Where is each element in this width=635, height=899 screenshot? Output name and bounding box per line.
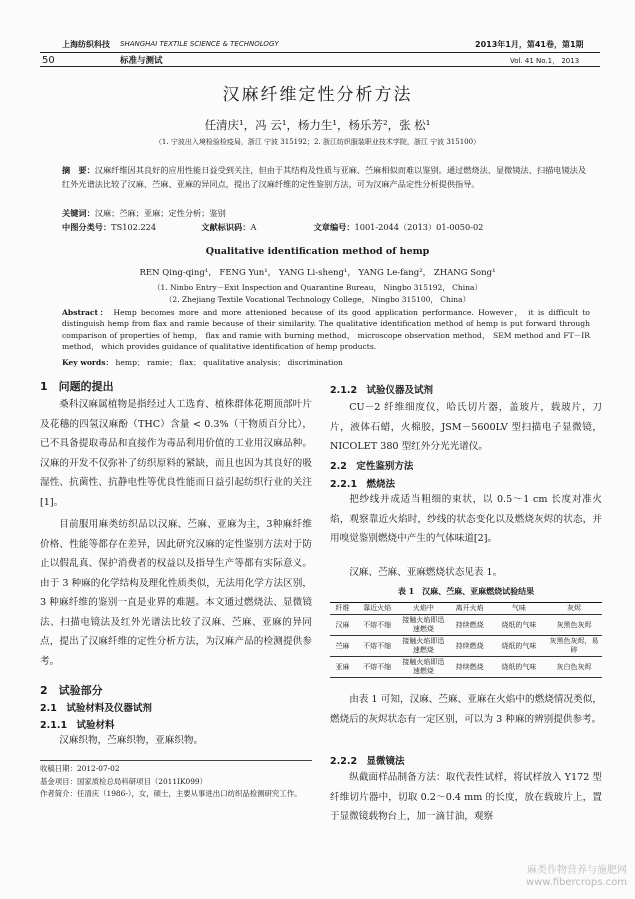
watermark-line-1: 麻类作物营养与施肥网 [527,865,627,876]
english-affiliation-2: （2. Zhejiang Textile Vocational Technology College， Ningbo 315100， China） [164,295,471,304]
section-1-paragraph-1: 桑科汉麻属植物是指经过人工选育、植株群体花期顶部叶片及花穗的四氢汉麻酚（THC）含量 < 0.3%（干物质百分比），已不具备提取毒品和直接作为毒品利用价值的工业用汉麻品种。汉麻的开发不仅弥补了纺织原料的紧缺，而且也因为其良好的吸湿性、抗菌性、抗静电性等优良性能而日益引起纺织行业的关注[1]。 [40,399,312,508]
table-header-cell: 离开火焰 [447,603,491,615]
received-date: 收稿日期：2012-07-02 [40,764,120,773]
keywords-cn-text: 汉麻；苎麻；亚麻；定性分析；鉴别 [94,208,226,218]
section-2-1-heading: 2.1 试验材料及仪器试剂 [40,703,152,714]
table-cell: 接触火焰即迅速燃烧 [399,657,447,678]
table-cell: 烧纸的气味 [492,615,546,636]
english-keywords-label: Key words： [62,358,114,367]
footnote-rule [40,760,312,761]
journal-name-cn: 上海纺织科技 [62,40,110,49]
microscope-method-paragraph: 纵截面样品制备方法：取代表性试样，将试样放入 Y172 型纤维切片器中，切取 0.2～0.4 mm 的长度，放在载玻片上，置于显微镜载物台上，加一滴甘油，观察 [330,772,602,822]
table-reference-paragraph: 汉麻、苎麻、亚麻燃烧状态见表 1。 [349,567,503,578]
paper-title: 汉麻纤维定性分析方法 [222,85,413,105]
doc-code-label: 文献标识码： [201,222,251,232]
table-cell: 灰黑色灰烬 [546,615,602,636]
doc-code-value: A [250,222,257,232]
english-affiliation-1: （1. Ninbo Entry－Exit Inspection and Quarantine Bureau， Ningbo 315192， China） [153,283,482,292]
issue-info-en: Vol. 41 No.1， 2013 [510,57,580,65]
table-cell: 不熔不缩 [355,615,399,636]
table-cell: 不熔不缩 [355,657,399,678]
page-number: 50 [42,55,55,66]
table-cell: 烧纸的气味 [492,636,546,657]
table-header-cell: 纤维 [330,603,355,615]
table-cell: 不熔不缩 [355,636,399,657]
header-rule [40,52,600,53]
table-row [330,636,602,657]
issue-info-cn: 2013年1月，第41卷，第1期 [475,40,584,49]
table-cell: 苎麻 [330,636,355,657]
table-row [330,657,602,678]
materials-paragraph: 汉麻织物，苎麻织物，亚麻织物。 [59,735,204,746]
section-2-1-1-heading: 2.1.1 试验材料 [40,720,115,731]
keywords-cn [62,208,226,219]
table-cell: 灰黑色灰烬，易碎 [546,636,602,657]
journal-name-en: SHANGHAI TEXTILE SCIENCE & TECHNOLOGY [120,40,279,48]
clc-label: 中图分类号： [62,222,112,232]
section-2-2-1-heading: 2.2.1 燃烧法 [330,479,396,490]
affiliations: （1. 宁波出入境检验检疫局，浙江 宁波 315192；2. 浙江纺织服装职业技术学院，浙江 宁波 315100） [154,138,481,146]
section-2-2-2-heading: 2.2.2 显微镜法 [330,756,405,767]
article-no-value: 1001-2044（2013）01-0050-02 [354,222,484,232]
section-2-2-heading: 2.2 定性鉴别方法 [330,461,414,472]
table-discussion-paragraph: 由表 1 可知，汉麻、苎麻、亚麻在火焰中的燃烧情况类似，燃烧后的灰烬状态有一定区别，可以为 3 种麻的辨别提供参考。 [330,694,602,725]
table-cell: 接触火焰即迅速燃烧 [399,636,447,657]
english-abstract [62,307,590,353]
section-2-heading: 2 试验部分 [40,684,103,697]
keywords-cn-label: 关键词： [62,208,95,218]
abstract-cn-label: 摘 要： [62,165,95,175]
table-cell: 汉麻 [330,615,355,636]
abstract-cn-text: 汉麻纤维因其良好的应用性能日益受到关注，但由于其结构及性质与亚麻、苎麻相似而难以鉴别。通过燃烧法、显微镜法、扫描电镜法及红外光谱法比较了汉麻、苎麻、亚麻的异同点，提出了汉麻纤维的定性鉴别方法，可为汉麻产品定性分析提供指导。 [62,165,587,189]
english-title: Qualitative identification method of hemp [205,246,430,257]
watermark-line-2: www.fibercrops.com [525,877,627,888]
table-header-cell: 火焰中 [399,603,447,615]
classification-line [62,222,483,233]
section-label: 标准与测试 [120,56,163,66]
table-header-row [330,603,602,615]
table-caption: 表 1 汉麻、苎麻、亚麻燃烧试验结果 [397,586,535,596]
table-header-cell: 靠近火焰 [355,603,399,615]
burning-results-table [330,602,602,678]
article-no-label: 文章编号： [313,222,355,232]
english-authors: REN Qing-qing¹， FENG Yun¹， YANG Li-sheng¹， YANG Le-fang²， ZHANG Song¹ [139,268,496,278]
site-watermark [526,865,627,889]
table-cell: 接触火焰即迅速燃烧 [399,615,447,636]
english-keywords-text: hemp； ramie； flax； qualitative analysis； discrimination [115,358,343,367]
author-bio: 作者简介：任清庆（1986-），女，硕士，主要从事进出口纺织品检测研究工作。 [40,789,302,798]
table-cell: 持续燃烧 [447,657,491,678]
english-keywords [62,357,343,368]
clc-value: TS102.224 [111,222,157,232]
table-header-cell: 气味 [492,603,546,615]
author-list: 任清庆¹，冯 云¹，杨力生¹，杨乐芳²，张 松¹ [204,118,431,132]
english-abstract-text: Hemp becomes more and more attenioned because of its good application performance. However， it is difficult to distinguish hemp from flax and ramie because of their similarity. The qualitative identification method of hemp is put forward through comparison of properties of hemp， flax and ramie with burning method， microscope observation method， SEM method and FT－IR method， which provides guidance of qualitative identification of hemp products. [62,308,591,352]
fund-info: 基金项目：国家质检总局科研项目（2011IK099） [40,776,207,786]
section-2-1-2-heading: 2.1.2 试验仪器及试剂 [330,385,434,396]
table-cell: 灰白色灰烬 [546,657,602,678]
burning-method-paragraph: 把纱线并成适当粗细的束状，以 0.5～1 cm 长度对准火焰，观察靠近火焰时，纱线的状态变化以及燃烧灰烬的状态，并用嗅觉鉴别燃烧中产生的气体味道[2]。 [330,494,602,544]
abstract-cn [62,163,590,191]
section-1-heading: 1 问题的提出 [40,380,114,393]
section-1-paragraph-2: 目前服用麻类纺织品以汉麻、苎麻、亚麻为主，3种麻纤维价格、性能等都存在差异，因此研究汉麻的定性鉴别方法对于防止以假乱真、保护消费者的权益以及指导生产等都有实际意义。由于 3 种麻的化学结构及理化性质类似，无法用化学方法区别，3 种麻纤维的鉴别一直是业界的难题。本文通过燃烧法、显微镜法、扫描电镜法及红外光谱法比较了汉麻、苎麻、亚麻的异同点，提出了汉麻纤维的定性分析方法，为汉麻产品的检测提供参考。 [40,519,312,667]
table-cell: 持续燃烧 [447,636,491,657]
footnote [40,763,312,801]
table-header-cell: 灰烬 [546,603,602,615]
table-row [330,615,602,636]
table-cell: 亚麻 [330,657,355,678]
instruments-paragraph: CU－2 纤维细度仪，哈氏切片器，盖玻片，载玻片，刀片，液体石蜡，火棉胶，JSM－5600LV 型扫描电子显微镜，NICOLET 380 型红外分光光谱仪。 [330,402,602,452]
table-cell: 持续燃烧 [447,615,491,636]
header-rule-2 [40,66,600,67]
table-cell: 烧纸的气味 [492,657,546,678]
english-abstract-label: Abstract： [62,308,110,317]
